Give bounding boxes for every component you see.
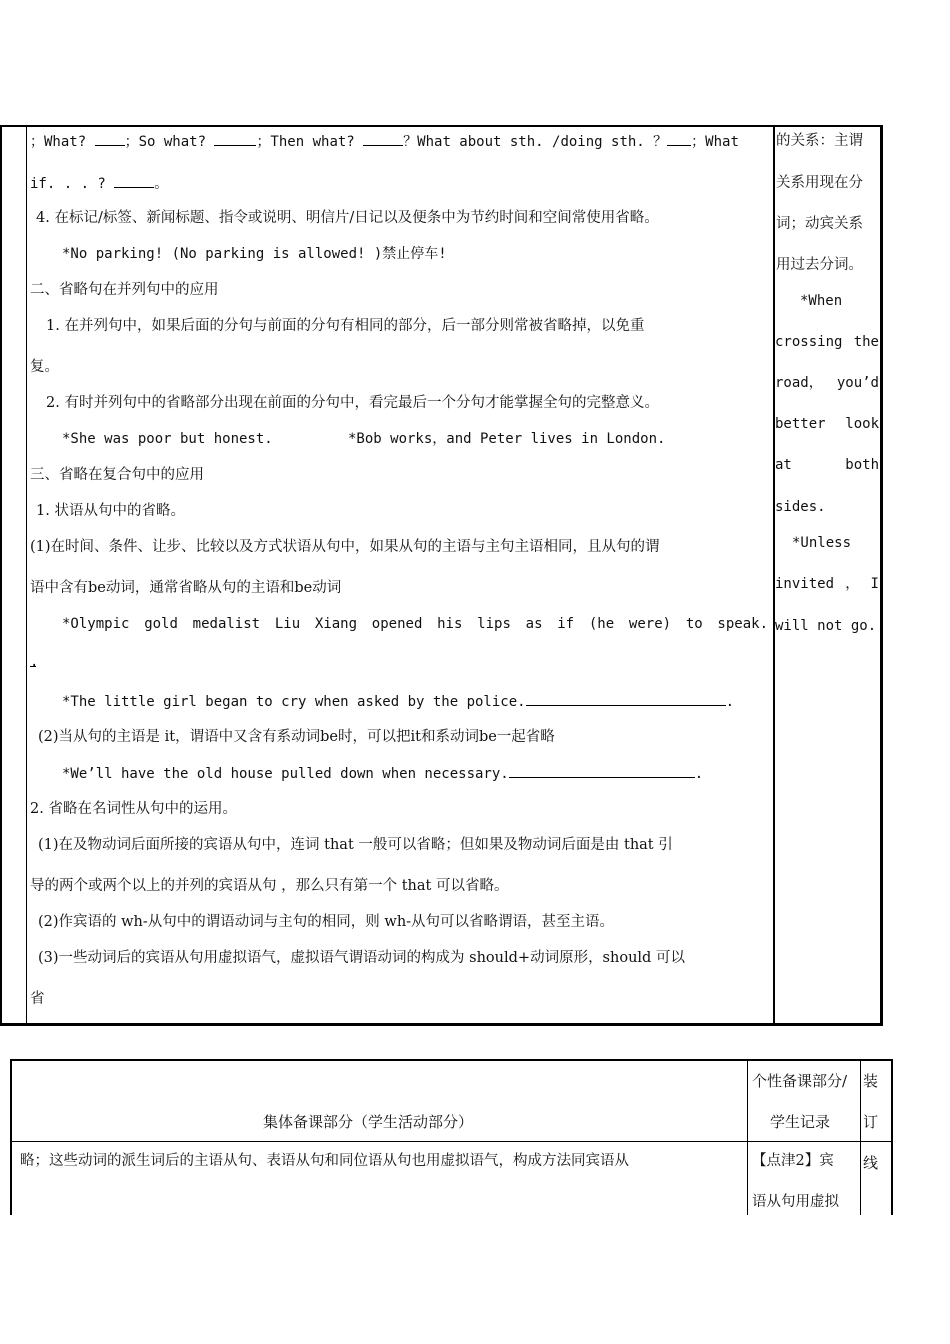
- section-heading-2: 二、省略句在并列句中的应用: [30, 282, 219, 298]
- paragraph-3-1: 1. 状语从句中的省略。: [36, 503, 185, 519]
- paragraph-2-1-cont: 复。: [30, 359, 59, 375]
- example-bob-peter: *Bob works，and Peter lives in London.: [348, 431, 666, 447]
- table2-header-side-2: 学生记录: [770, 1113, 831, 1131]
- binding-char-3: 线: [863, 1154, 879, 1172]
- paragraph-4: 4. 在标记/标签、新闻标题、指令或说明、明信片/日记以及便条中为节约时间和空间常使用省略。: [36, 210, 659, 226]
- side-note-line-4: 用过去分词。: [776, 257, 863, 273]
- table1-right-border: [880, 125, 883, 1026]
- example-liu-xiang: *Olympic gold medalist Liu Xiang opened his lips as if (he were) to speak.: [62, 616, 768, 632]
- side-note-line-9: at both: [775, 457, 879, 473]
- section-heading-3: 三、省略在复合句中的应用: [30, 467, 204, 483]
- paragraph-3-1-1: (1)在时间、条件、让步、比较以及方式状语从句中，如果从句的主语与主句主语相同，且从句的谓: [30, 539, 660, 555]
- table1-inner-left-border: [26, 125, 27, 1026]
- side-note-line-11: *Unless: [792, 535, 852, 551]
- example-old-house: *We’ll have the old house pulled down when necessary. .: [62, 763, 703, 784]
- side-note-line-1: 的关系：主谓: [776, 133, 863, 149]
- table2-row-text: 略；这些动词的派生词后的主语从句、表语从句和同位语从句也用虚拟语气，构成方法同宾语从: [20, 1153, 629, 1169]
- paragraph-3-2-3: (3)一些动词后的宾语从句用虚拟语气，虚拟语气谓语动词的构成为 should+动词原形，should 可以: [38, 950, 685, 966]
- paragraph-3-2-3-cont: 省: [30, 991, 45, 1007]
- example-poor-honest: *She was poor but honest.: [62, 431, 273, 447]
- table2-top-border: [10, 1059, 892, 1061]
- table2-side-note-1: 【点津2】宾: [752, 1153, 834, 1169]
- side-note-line-5: *When: [800, 293, 843, 309]
- table2-right-border: [891, 1059, 893, 1215]
- side-note-line-2: 关系用现在分: [776, 175, 863, 191]
- table2-header-side-1: 个性备课部分/: [752, 1072, 848, 1090]
- table1-bottom-border: [0, 1023, 883, 1026]
- question-phrases-line-2: if. . . ? 。: [30, 173, 168, 194]
- paragraph-2-2: 2. 有时并列句中的省略部分出现在前面的分句中，看完最后一个分句才能掌握全句的完整意义。: [46, 395, 659, 411]
- paragraph-3-2-1: (1)在及物动词后面所接的宾语从句中，连词 that 一般可以省略；但如果及物动词后面是由 that 引: [38, 837, 673, 853]
- binding-char-1: 装: [863, 1072, 879, 1090]
- paragraph-3-2-2: (2)作宾语的 wh-从句中的谓语动词与主句的相同，则 wh-从句可以省略谓语，甚至主语。: [38, 914, 615, 930]
- paragraph-2-1: 1. 在并列句中，如果后面的分句与前面的分句有相同的部分，后一部分则常被省略掉，以免重: [46, 318, 645, 334]
- example-no-parking: *No parking! (No parking is allowed! )禁止停车!: [62, 246, 447, 262]
- paragraph-3-2: 2. 省略在名词性从句中的运用。: [30, 801, 237, 817]
- table2-side-note-2: 语从句用虚拟: [752, 1194, 839, 1210]
- side-note-line-6: crossing the: [775, 334, 879, 350]
- example-liu-xiang-end: .: [30, 654, 39, 670]
- table2-header-divider: [10, 1141, 892, 1142]
- question-phrases-line: ；What? ；So what? ；Then what? ？What about sth. /doing sth. ？ ；What: [30, 131, 739, 152]
- table2-column-divider: [747, 1059, 748, 1215]
- side-note-line-13: will not go.: [775, 618, 877, 634]
- paragraph-3-1-2: (2)当从句的主语是 it，谓语中又含有系动词be时，可以把it和系动词be一起省略: [38, 729, 555, 745]
- table1-top-border: [0, 125, 883, 127]
- side-note-line-10: sides.: [775, 499, 826, 515]
- side-note-line-8: better look: [775, 416, 879, 432]
- side-note-line-3: 词；动宾关系: [776, 216, 863, 232]
- paragraph-3-2-1-cont: 导的两个或两个以上的并列的宾语从句 ，那么只有第一个 that 可以省略。: [30, 878, 509, 894]
- table2-binding-divider: [860, 1059, 861, 1215]
- paragraph-3-1-1-cont: 语中含有be动词，通常省略从句的主语和be动词: [30, 580, 342, 596]
- side-note-line-12: invited ， I: [775, 576, 879, 592]
- table2-header-main: 集体备课部分（学生活动部分）: [263, 1113, 474, 1131]
- example-little-girl: *The little girl began to cry when asked by the police. .: [62, 691, 734, 712]
- table2-left-border: [10, 1059, 12, 1215]
- binding-char-2: 订: [863, 1113, 879, 1131]
- table1-left-border: [0, 125, 2, 1026]
- side-note-line-7: road， you’d: [775, 375, 879, 391]
